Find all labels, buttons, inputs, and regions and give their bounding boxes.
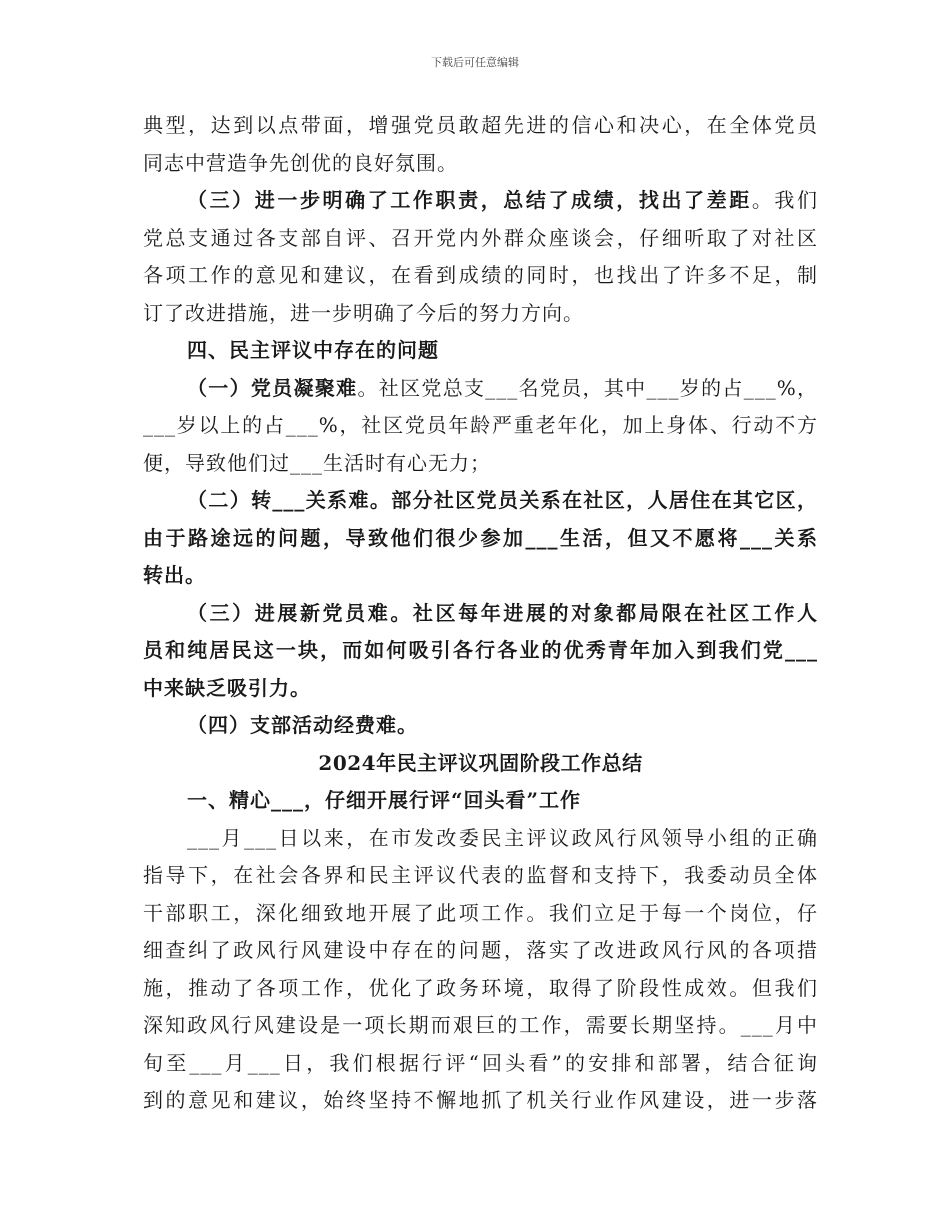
text-line [143, 557, 818, 595]
text-segment: 员和纯居民这一块，而如何吸引各行各业的优秀青年加入到我们党___ [143, 638, 818, 662]
text-line [143, 482, 818, 520]
text-line [143, 332, 818, 370]
text-line [143, 182, 818, 220]
text-segment: （一）党员凝聚难 [187, 375, 358, 400]
text-line [143, 1045, 818, 1083]
text-segment: 各项工作的意见和建议，在看到成绩的同时，也找出了许多不足，制 [143, 263, 818, 287]
text-line [143, 295, 818, 333]
text-line [143, 707, 818, 745]
text-segment: 订了改进措施，进一步明确了今后的努力方向。 [143, 300, 584, 325]
text-segment: （三）进展新党员难。社区每年进展的对象都局限在社区工作人 [187, 600, 818, 625]
text-segment: 便，导致他们过___生活时有心无力； [143, 450, 491, 475]
document-body [143, 107, 818, 1120]
text-line [143, 370, 818, 408]
text-line [143, 1082, 818, 1120]
text-segment: 党总支通过各支部自评、召开党内外群众座谈会，仔细听取了对社区 [143, 225, 818, 250]
text-segment: 干部职工，深化细致地开展了此项工作。我们立足于每一个岗位，仔 [143, 900, 818, 925]
text-segment: 旬至___月___日，我们根据行评“回头看”的安排和部署，结合征询 [143, 1050, 818, 1075]
text-segment: 中来缺乏吸引力。 [143, 675, 311, 700]
text-segment: 细查纠了政风行风建设中存在的问题，落实了改进政风行风的各项措 [143, 938, 818, 962]
text-segment: 。我们 [751, 188, 819, 212]
text-segment: 2024年民主评议巩固阶段工作总结 [318, 750, 643, 775]
text-line [143, 970, 818, 1008]
text-line [143, 445, 818, 483]
text-segment: 深知政风行风建设是一项长期而艰巨的工作，需要长期坚持。___月中 [143, 1013, 818, 1037]
text-segment: （三）进一步明确了工作职责，总结了成绩，找出了差距 [187, 188, 752, 212]
text-line [143, 257, 818, 295]
text-segment: 到的意见和建议，始终坚持不懈地抓了机关行业作风建设，进一步落 [143, 1088, 818, 1112]
text-line [143, 220, 818, 258]
text-segment: 施，推动了各项工作，优化了政务环境，取得了阶段性成效。但我们 [143, 975, 818, 1000]
text-line [143, 520, 818, 558]
text-line [143, 670, 818, 708]
text-line [143, 895, 818, 933]
text-segment: 典型，达到以点带面，增强党员敢超先进的信心和决心，在全体党员 [143, 113, 818, 137]
text-segment: 四、民主评议中存在的问题 [187, 338, 439, 362]
text-line [143, 1007, 818, 1045]
text-line [143, 595, 818, 633]
text-segment: ___月___日以来，在市发改委民主评议政风行风领导小组的正确 [187, 825, 818, 850]
text-segment: 转出。 [143, 563, 206, 587]
text-line [143, 107, 818, 145]
text-segment: （四）支部活动经费难。 [187, 713, 418, 737]
text-line [143, 632, 818, 670]
text-segment: 指导下，在社会各界和民主评议代表的监督和支持下，我委动员全体 [143, 863, 818, 887]
text-segment: 同志中营造争先创优的良好氛围。 [143, 150, 458, 175]
text-segment: 一、精心___，仔细开展行评“回头看”工作 [187, 788, 582, 812]
text-line [143, 782, 818, 820]
text-line [143, 857, 818, 895]
page-header: 下载后可任意编辑 [431, 56, 519, 69]
text-segment: 。社区党总支___名党员，其中___岁的占___%， [357, 375, 819, 400]
text-line [143, 820, 818, 858]
text-line [143, 407, 818, 445]
text-line [143, 145, 818, 183]
document-title [143, 745, 818, 783]
text-line [143, 932, 818, 970]
text-segment: ___岁以上的占___%，社区党员年龄严重老年化，加上身体、行动不方 [143, 413, 818, 437]
text-segment: 由于路途远的问题，导致他们很少参加___生活，但又不愿将___关系 [143, 525, 818, 550]
text-segment: （二）转___关系难。部分社区党员关系在社区，人居住在其它区， [187, 488, 818, 512]
